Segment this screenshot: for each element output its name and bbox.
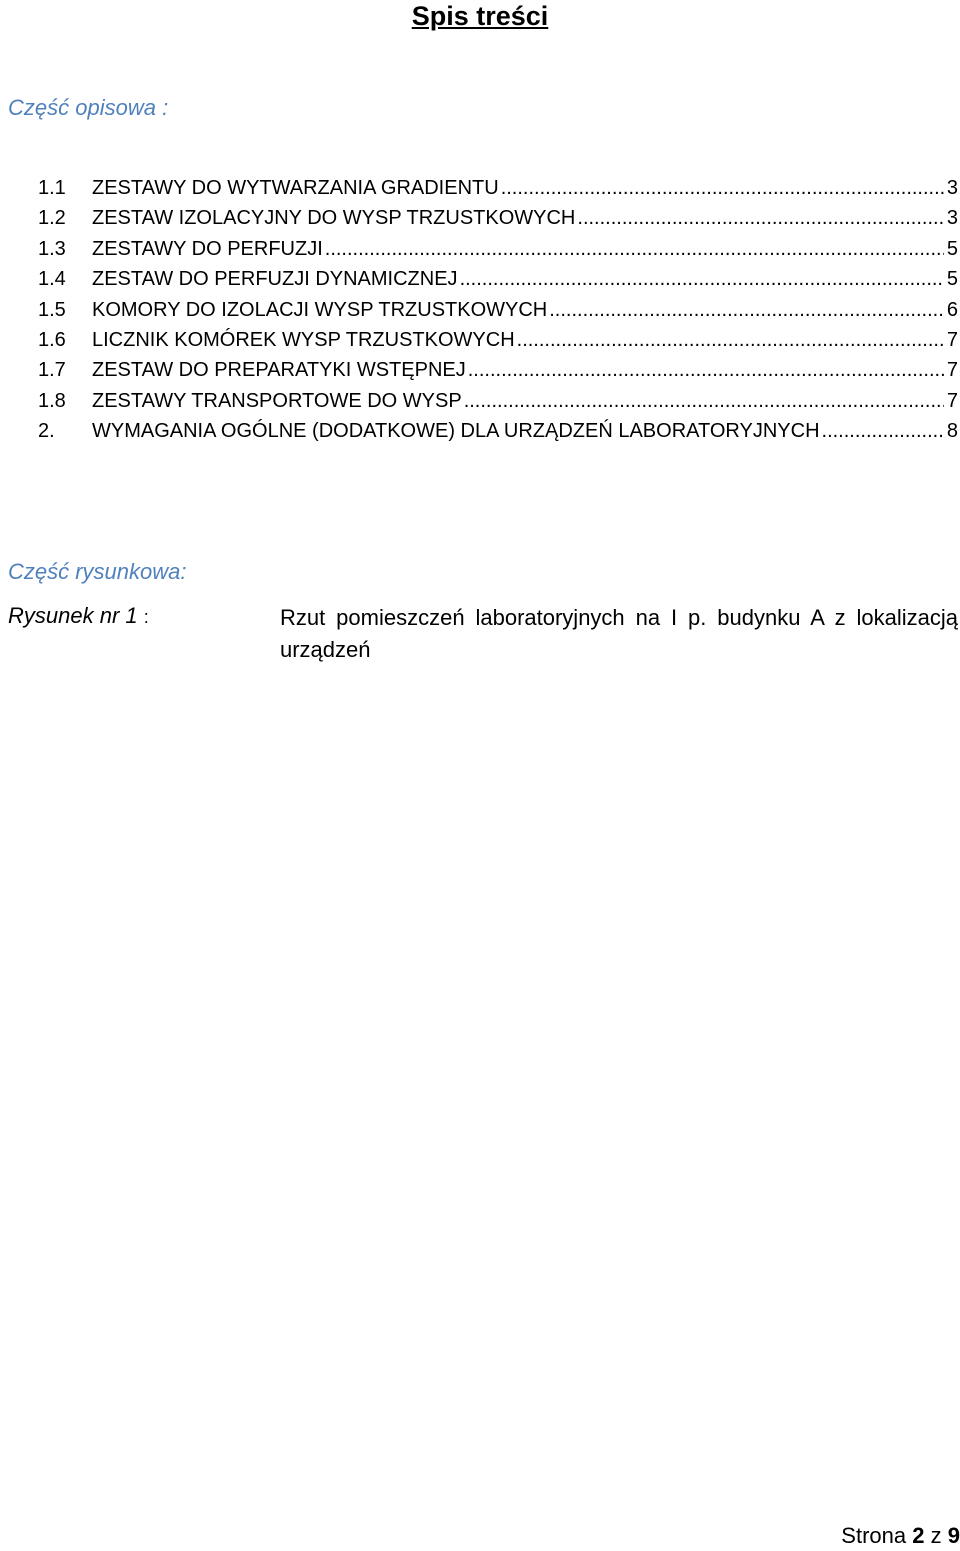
toc-entry-page: 7 — [946, 359, 958, 382]
toc-entry-number: 1.5 — [38, 298, 66, 321]
toc-entry-number: 2. — [38, 420, 55, 443]
drawing-section-heading: Część rysunkowa: — [8, 559, 187, 584]
page-title: Spis treści — [411, 1, 549, 31]
drawing-label — [8, 603, 149, 630]
page-footer — [841, 1523, 960, 1549]
descriptive-section-heading: Część opisowa : — [8, 95, 169, 120]
toc-entry[interactable] — [38, 234, 958, 264]
toc-entry-page: 3 — [946, 207, 958, 230]
toc-entry[interactable] — [38, 173, 958, 203]
toc-entry-number: 1.4 — [38, 268, 66, 291]
drawing-colon: : — [143, 607, 149, 627]
drawing-description: Rzut pomieszczeń laboratoryjnych na I p. budynku A z lokalizacją urządzeń — [280, 605, 958, 662]
toc-leader-dots — [464, 386, 944, 416]
toc-entry-page: 8 — [946, 420, 958, 443]
toc-leader-dots — [325, 234, 944, 264]
toc-leader-dots — [517, 325, 944, 355]
toc-entry-label: ZESTAWY DO PERFUZJI — [92, 237, 323, 260]
toc-entry-page: 7 — [946, 328, 958, 351]
toc-entry[interactable] — [38, 203, 958, 233]
toc-entry-page: 5 — [946, 268, 958, 291]
footer-current-page: 2 — [912, 1523, 925, 1548]
drawing-number: Rysunek nr 1 — [8, 603, 138, 628]
toc-leader-dots — [577, 203, 943, 233]
toc-entry[interactable] — [38, 355, 958, 385]
toc-entry-number: 1.7 — [38, 359, 66, 382]
toc-entry-page: 7 — [946, 389, 958, 412]
toc-entry-page: 5 — [946, 237, 958, 260]
toc-entry-label: ZESTAWY TRANSPORTOWE DO WYSP — [92, 389, 462, 412]
toc-entry[interactable] — [38, 295, 958, 325]
toc-entry-label: LICZNIK KOMÓREK WYSP TRZUSTKOWYCH — [92, 328, 515, 351]
toc-leader-dots — [822, 416, 944, 446]
toc-entry-number: 1.2 — [38, 207, 66, 230]
toc-entry-label: ZESTAWY DO WYTWARZANIA GRADIENTU — [92, 177, 499, 199]
toc-entry-label: ZESTAW IZOLACYJNY DO WYSP TRZUSTKOWYCH — [92, 207, 576, 230]
toc-leader-dots — [468, 355, 944, 385]
toc-entry-page: 6 — [946, 298, 958, 321]
toc-entry-label: WYMAGANIA OGÓLNE (DODATKOWE) DLA URZĄDZEŃ LABORATORYJNYCH — [92, 420, 820, 443]
toc-entry[interactable] — [38, 386, 958, 416]
toc-entry-number: 1.8 — [38, 389, 66, 412]
footer-prefix: Strona — [841, 1523, 907, 1548]
toc-entry[interactable] — [38, 416, 958, 446]
toc-entry-number: 1.3 — [38, 237, 66, 260]
toc-leader-dots — [549, 295, 944, 325]
toc-leader-dots — [501, 173, 944, 203]
toc-entry-label: ZESTAW DO PREPARATYKI WSTĘPNEJ — [92, 359, 466, 382]
toc-entry-label: KOMORY DO IZOLACJI WYSP TRZUSTKOWYCH — [92, 298, 548, 321]
toc-entry-label: ZESTAW DO PERFUZJI DYNAMICZNEJ — [92, 268, 458, 291]
toc-entry-number: 1.6 — [38, 328, 66, 351]
toc-entry-number: 1.1 — [38, 177, 66, 199]
toc-entry-page: 3 — [946, 177, 958, 199]
toc-entry[interactable] — [38, 325, 958, 355]
footer-separator: z — [930, 1523, 942, 1548]
footer-total-pages: 9 — [947, 1523, 960, 1548]
table-of-contents — [38, 173, 958, 447]
toc-entry[interactable] — [38, 264, 958, 294]
toc-leader-dots — [460, 264, 944, 294]
